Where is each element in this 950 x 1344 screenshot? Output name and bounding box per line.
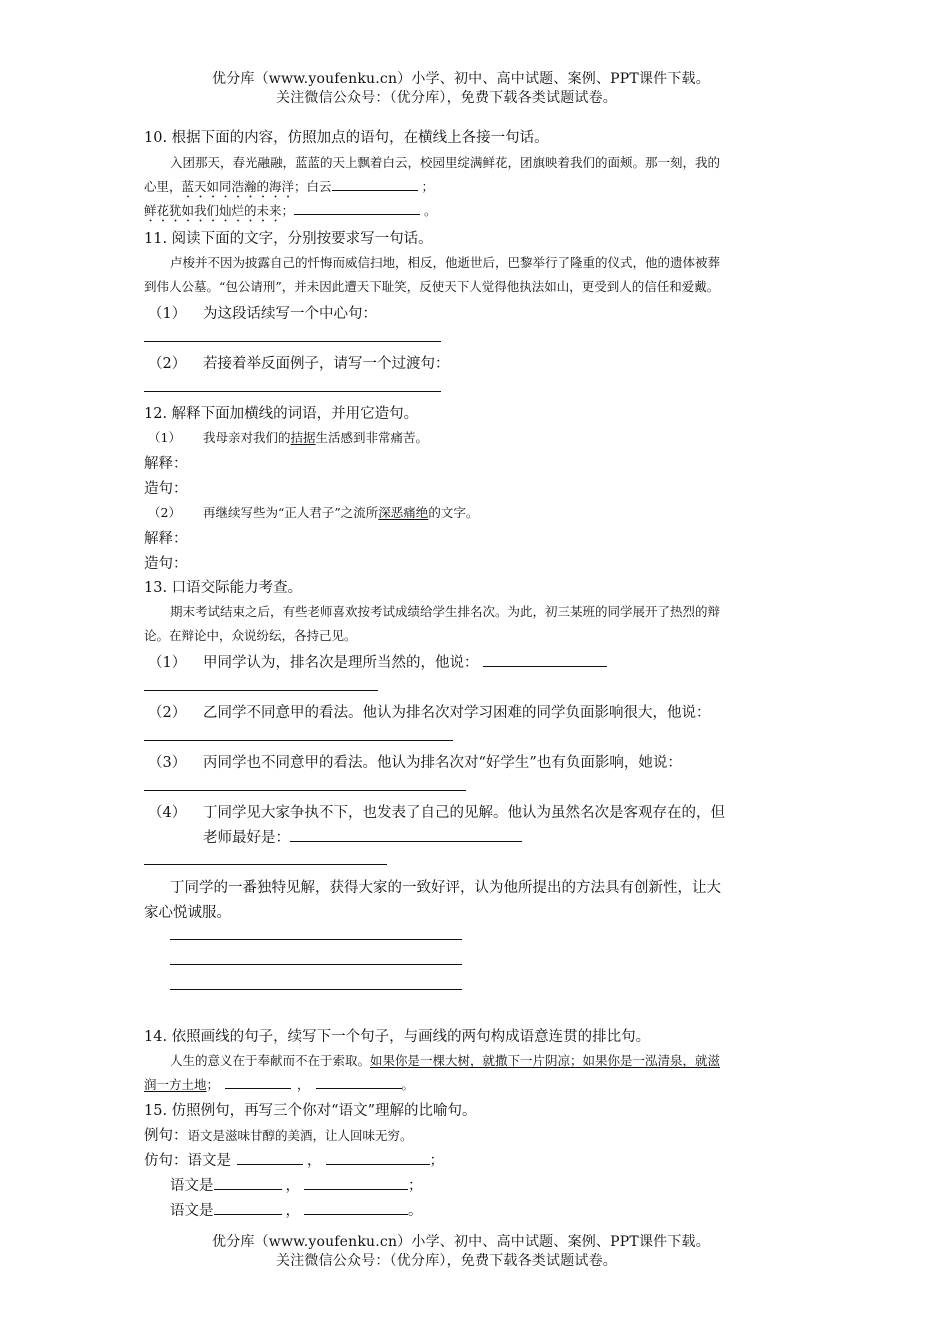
q10-passage-line-3: 鲜花犹如我们灿烂的未来； 。 [144,203,437,218]
q13-sub-1-prompt: 甲同学认为，排名次是理所当然的，他说： [203,651,607,672]
q10-answer-blank-2[interactable] [294,202,420,216]
q12-make-sentence-label-1: 造句： [144,481,188,497]
q15-imitation-3: 语文是 ， 。 [170,1199,423,1220]
q12-explain-label-1: 解释： [144,456,188,472]
q14-passage-line-1: 人生的意义在于奉献而不在于索取。如果你是一棵大树，就撒下一片阴凉；如果你是一泓清泉，就滋 [170,1053,721,1068]
q12-title: 12. 解释下面加横线的词语，并用它造句。 [144,406,419,422]
q13-conclusion-line-1: 丁同学的一番独特见解，获得大家的一致好评，认为他所提出的方法具有创新性，让大 [170,880,721,896]
q11-passage-line-2: 到伟人公墓。“包公请刑”，并未因此遭天下耻笑，反使天下人觉得他执法如山，更受到人的信任和爱戴。 [144,279,720,294]
q13-writing-line-1[interactable] [170,939,462,940]
q13-answer-blank-4[interactable] [290,827,522,843]
q13-title: 13. 口语交际能力考查。 [144,580,303,596]
q10-passage-line-2: 心里，蓝天如同浩瀚的海洋；白云 ； [144,179,435,194]
q15-blank-2b[interactable] [304,1175,408,1191]
q12-underlined-word-1: 拮据 [290,430,316,445]
q13-passage-line-2: 论。在辩论中，众说纷纭，各持己见。 [144,628,357,643]
q11-sub-1-prompt: 为这段话续写一个中心句： [203,306,377,322]
q13-conclusion-line-2: 家心悦诚服。 [144,905,231,921]
q15-blank-3a[interactable] [214,1200,282,1216]
q10-answer-blank-1[interactable] [332,178,418,192]
q13-answer-line-3[interactable] [144,790,466,791]
header-line-1: 优分库（www.youfenku.cn）小学、初中、高中试题、案例、PPT课件下载。 [212,71,710,87]
q10-passage-line-1: 入团那天，春光融融，蓝蓝的天上飘着白云，校园里绽满鲜花，团旗映着我们的面颊。那一刻，我的 [170,155,721,170]
q14-title: 14. 依照画线的句子，续写下一个句子，与画线的两句构成语意连贯的排比句。 [144,1029,651,1045]
q11-answer-line-2[interactable] [144,391,441,392]
q13-sub-4-prompt-line-1: 丁同学见大家争执不下，也发表了自己的见解。他认为虽然名次是客观存在的，但 [203,805,725,821]
q14-passage-line-2: 润一方土地； ， 。 [144,1077,415,1092]
q14-underlined-sentences: 如果你是一棵大树，就撒下一片阴凉；如果你是一泓清泉，就滋 [370,1053,721,1068]
q13-sub-4-number: （4） [148,805,187,821]
q13-sub-4-prompt-line-2: 老师最好是： [203,826,522,847]
q11-title: 11. 阅读下面的文字，分别按要求写一句话。 [144,231,433,247]
footer-line-2: 关注微信公众号：（优分库），免费下载各类试题试卷。 [276,1253,617,1269]
q14-answer-blank-2[interactable] [316,1076,402,1090]
q12-sub-1-number: （1） [148,430,181,445]
q15-title: 15. 仿照例句，再写三个你对“语文”理解的比喻句。 [144,1103,477,1119]
q13-sub-3-number: （3） [148,755,187,771]
q10-dotted-phrase-1: 蓝天如同浩瀚的海洋 [181,179,295,194]
q12-explain-label-2: 解释： [144,531,188,547]
q12-make-sentence-label-2: 造句： [144,556,188,572]
q11-sub-1-number: （1） [148,306,187,322]
q13-sub-1-number: （1） [148,655,187,671]
q15-blank-1b[interactable] [326,1150,430,1166]
q13-writing-line-2[interactable] [170,964,462,965]
q15-imitation-2: 语文是 ， ； [170,1174,423,1195]
q12-underlined-word-2: 深恶痛绝 [378,505,429,520]
q11-passage-line-1: 卢梭并不因为披露自己的忏悔而威信扫地，相反，他逝世后，巴黎举行了隆重的仪式，他的遗体被葬 [170,255,721,270]
q11-sub-2-number: （2） [148,356,187,372]
q15-imitation-1: 仿句：语文是 ， ； [144,1149,444,1170]
q13-writing-line-3[interactable] [170,989,462,990]
q11-answer-line-1[interactable] [144,341,441,342]
q13-sub-3-prompt: 丙同学也不同意甲的看法。他认为排名次对“好学生”也有负面影响，她说： [203,755,682,771]
q15-blank-1a[interactable] [237,1150,303,1166]
q12-sub-2-number: （2） [148,505,181,520]
q13-sub-2-prompt: 乙同学不同意甲的看法。他认为排名次对学习困难的同学负面影响很大，他说： [203,705,711,721]
q13-passage-line-1: 期末考试结束之后，有些老师喜欢按考试成绩给学生排名次。为此，初三某班的同学展开了热烈的辩 [170,604,721,619]
q15-example: 例句：语文是滋味甘醇的美酒，让人回味无穷。 [144,1128,413,1144]
q10-dotted-phrase-2: 鲜花犹如我们灿烂的未来 [144,203,282,218]
q13-answer-blank-1[interactable] [483,652,607,668]
q14-answer-blank-1[interactable] [225,1076,291,1090]
q14-underlined-tail: 润一方土地 [144,1077,207,1092]
q12-sub-2-sentence: 再继续写些为“正人君子”之流所深恶痛绝的文字。 [203,505,479,520]
footer-line-1: 优分库（www.youfenku.cn）小学、初中、高中试题、案例、PPT课件下载。 [212,1234,710,1250]
q15-blank-2a[interactable] [214,1175,282,1191]
q13-answer-line-1[interactable] [144,690,378,691]
q13-answer-line-4[interactable] [144,864,387,865]
q12-sub-1-sentence: 我母亲对我们的拮据生活感到非常痛苦。 [203,430,429,445]
header-line-2: 关注微信公众号：（优分库），免费下载各类试题试卷。 [276,90,617,106]
q13-answer-line-2[interactable] [144,740,453,741]
q11-sub-2-prompt: 若接着举反面例子，请写一个过渡句： [203,356,450,372]
q13-sub-2-number: （2） [148,705,187,721]
q10-title: 10. 根据下面的内容，仿照加点的语句，在横线上各接一句话。 [144,130,549,146]
q15-blank-3b[interactable] [304,1200,408,1216]
